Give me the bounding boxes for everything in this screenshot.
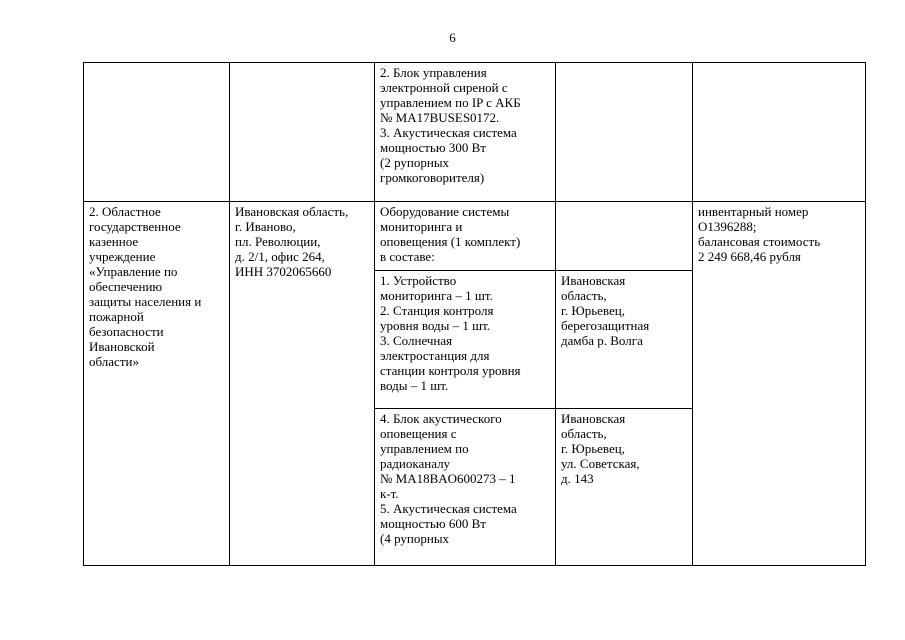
equipment-items: 4. Блок акустического оповещения с управлением по радиоканалу № MA18BAO600273 – 1 к-т. 5. Акустическая система мощностью 600 Вт (4 рупорных — [380, 411, 517, 546]
table-cell-location — [556, 271, 693, 409]
property-table — [83, 62, 866, 566]
table-cell-location — [556, 63, 693, 202]
table-cell-equipment — [375, 271, 556, 409]
equipment-location: Ивановская область, г. Юрьевец, берегозащитная дамба р. Волга — [561, 273, 650, 348]
table-row-continued — [84, 63, 866, 202]
institution-address: Ивановская область, г. Иваново, пл. Революции, д. 2/1, офис 264, ИНН 3702065660 — [235, 204, 349, 279]
equipment-items: 1. Устройство мониторинга – 1 шт. 2. Станция контроля уровня воды – 1 шт. 3. Солнечная электростанция для станции контроля уровня воды – 1 шт. — [380, 273, 521, 393]
table-cell-equipment — [375, 63, 556, 202]
table-cell-location — [556, 409, 693, 566]
page-number: 6 — [449, 30, 456, 45]
institution-name: 2. Областное государственное казенное учреждение «Управление по обеспечению защиты населения и пожарной безопасности Ивановской области» — [89, 204, 202, 369]
table-cell-inventory — [693, 63, 866, 202]
table-cell-institution — [84, 63, 230, 202]
table-cell-equipment-header — [375, 202, 556, 271]
table-cell-institution — [84, 202, 230, 566]
table-cell-equipment — [375, 409, 556, 566]
table-cell-inventory — [693, 202, 866, 566]
table-cell-location — [556, 202, 693, 271]
table-row-entry — [84, 202, 866, 271]
table-cell-address — [230, 202, 375, 566]
equipment-header: Оборудование системы мониторинга и оповещения (1 комплект) в составе: — [380, 204, 521, 264]
table-cell-address — [230, 63, 375, 202]
equipment-location: Ивановская область, г. Юрьевец, ул. Советская, д. 143 — [561, 411, 640, 486]
cell-text: 2. Блок управления электронной сиреной с управлением по IP с АКБ № MA17BUSES0172. 3. Акустическая система мощностью 300 Вт (2 рупорных громкоговорителя) — [380, 65, 521, 185]
inventory-info: инвентарный номер О1396288; балансовая стоимость 2 249 668,46 рубля — [698, 204, 821, 264]
